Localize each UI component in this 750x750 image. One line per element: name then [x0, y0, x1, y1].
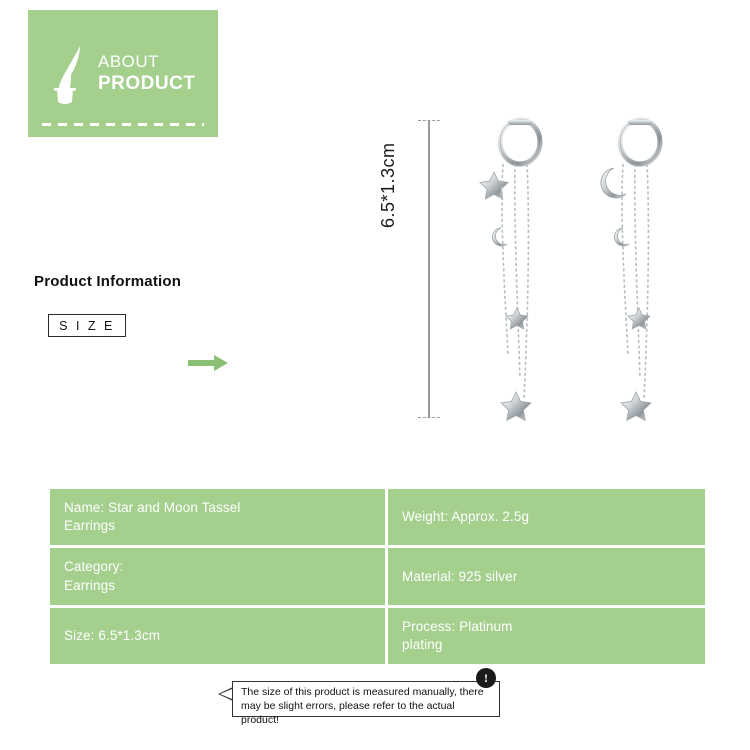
- note-line2: may be slight errors, please refer to the actual product!: [241, 700, 455, 727]
- measurement-label: 6.5*1.3cm: [378, 142, 398, 228]
- table-row: [388, 548, 705, 604]
- table-row: [50, 608, 385, 664]
- table-row: [50, 548, 385, 604]
- spec-size: Size: 6.5*1.3cm: [64, 627, 161, 643]
- star-and-moon-tassel-earrings-image: [470, 110, 690, 430]
- header-text: [98, 52, 195, 95]
- note-body: [232, 681, 500, 727]
- right-arrow-icon: [188, 352, 230, 374]
- about-product-header: [28, 10, 218, 137]
- measurement-bracket: [418, 116, 454, 422]
- spec-process-line2: plating: [402, 637, 443, 653]
- spec-name-line2: Earrings: [64, 518, 116, 534]
- header-line1: ABOUT: [98, 51, 160, 71]
- product-information-title: Product Information: [34, 273, 182, 290]
- measurement-cap-bottom: [418, 417, 440, 418]
- table-row: [388, 489, 705, 545]
- header-dashed-divider: [42, 123, 204, 126]
- spec-category-line2: Earrings: [64, 577, 116, 593]
- table-row: [388, 608, 705, 664]
- specification-table: [50, 489, 702, 657]
- note-line1: The size of this product is measured manually, there: [241, 686, 484, 698]
- exclamation-icon: !: [476, 668, 496, 688]
- quill-pen-icon: [46, 44, 90, 104]
- measurement-line: [428, 120, 430, 418]
- spec-name-line1: Name: Star and Moon Tassel: [64, 500, 241, 515]
- header-line2: PRODUCT: [98, 73, 196, 95]
- size-label-text: S I Z E: [59, 318, 115, 333]
- note-pointer: [218, 687, 233, 701]
- spec-process-line1: Process: Platinum: [402, 618, 513, 634]
- spec-weight: Weight: Approx. 2.5g: [402, 509, 530, 525]
- table-row: [50, 489, 385, 545]
- spec-material: Material: 925 silver: [402, 568, 518, 584]
- disclaimer-note: [218, 670, 500, 727]
- spec-category-line1: Category:: [64, 559, 124, 575]
- size-label-box: [48, 314, 126, 337]
